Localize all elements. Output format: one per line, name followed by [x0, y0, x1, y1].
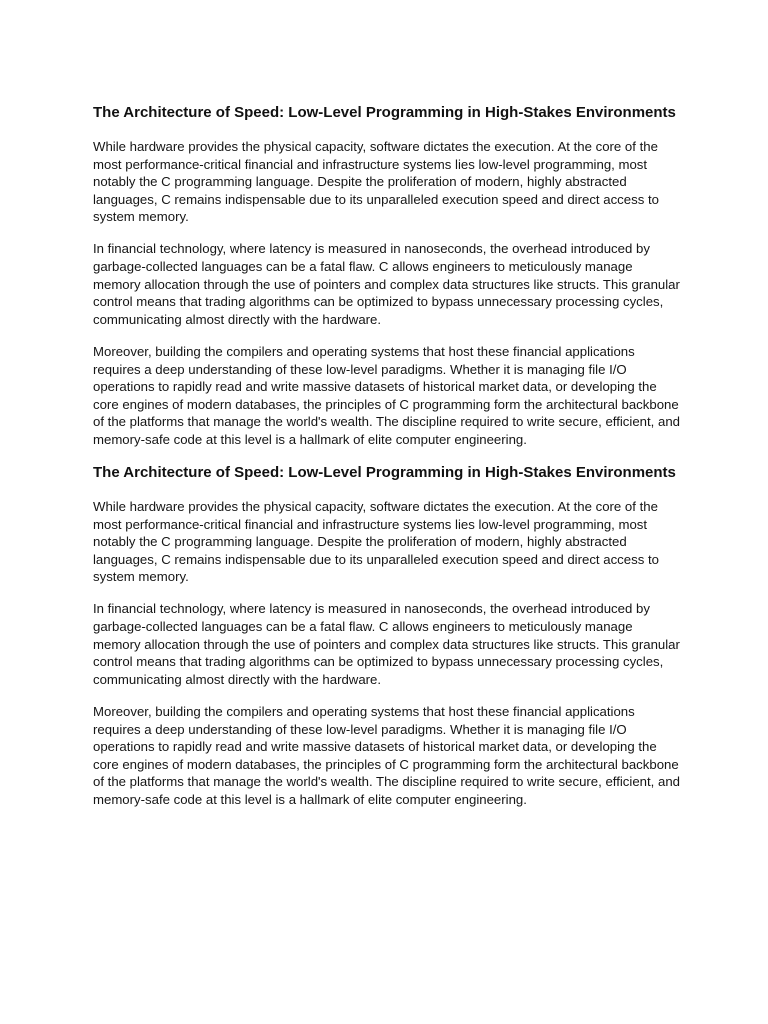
section-title: The Architecture of Speed: Low-Level Programming in High-Stakes Environments	[93, 464, 676, 481]
body-paragraph: While hardware provides the physical capacity, software dictates the execution. At the core of the most performance-critical financial and infrastructure systems lies low-level programming, most notably the C programming language. Despite the proliferation of modern, highly abstracted languages, C remains indispensable due to its unparalleled execution speed and direct access to system memory.	[93, 139, 659, 225]
body-paragraph: Moreover, building the compilers and operating systems that host these financial applications requires a deep understanding of these low-level paradigms. Whether it is managing file I/O operations to rapidly read and write massive datasets of historical market data, or developing the core engines of modern databases, the principles of C programming form the architectural backbone of the platforms that manage the world's wealth. The discipline required to write secure, efficient, and memory-safe code at this level is a hallmark of elite computer engineering.	[93, 703, 680, 807]
article-section	[93, 103, 683, 449]
body-paragraph: Moreover, building the compilers and operating systems that host these financial applications requires a deep understanding of these low-level paradigms. Whether it is managing file I/O operations to rapidly read and write massive datasets of historical market data, or developing the core engines of modern databases, the principles of C programming form the architectural backbone of the platforms that manage the world's wealth. The discipline required to write secure, efficient, and memory-safe code at this level is a hallmark of elite computer engineering.	[93, 343, 680, 447]
document-page	[93, 103, 683, 809]
section-body	[93, 138, 683, 449]
section-title: The Architecture of Speed: Low-Level Programming in High-Stakes Environments	[93, 104, 676, 121]
body-paragraph: In financial technology, where latency is measured in nanoseconds, the overhead introduced by garbage-collected languages can be a fatal flaw. C allows engineers to meticulously manage memory allocation through the use of pointers and complex data structures like structs. This granular control means that trading algorithms can be optimized to bypass unnecessary processing cycles, communicating almost directly with the hardware.	[93, 601, 680, 687]
body-paragraph: In financial technology, where latency is measured in nanoseconds, the overhead introduced by garbage-collected languages can be a fatal flaw. C allows engineers to meticulously manage memory allocation through the use of pointers and complex data structures like structs. This granular control means that trading algorithms can be optimized to bypass unnecessary processing cycles, communicating almost directly with the hardware.	[93, 241, 680, 327]
section-body	[93, 498, 683, 809]
body-paragraph: While hardware provides the physical capacity, software dictates the execution. At the core of the most performance-critical financial and infrastructure systems lies low-level programming, most notably the C programming language. Despite the proliferation of modern, highly abstracted languages, C remains indispensable due to its unparalleled execution speed and direct access to system memory.	[93, 499, 659, 585]
article-section	[93, 463, 683, 809]
